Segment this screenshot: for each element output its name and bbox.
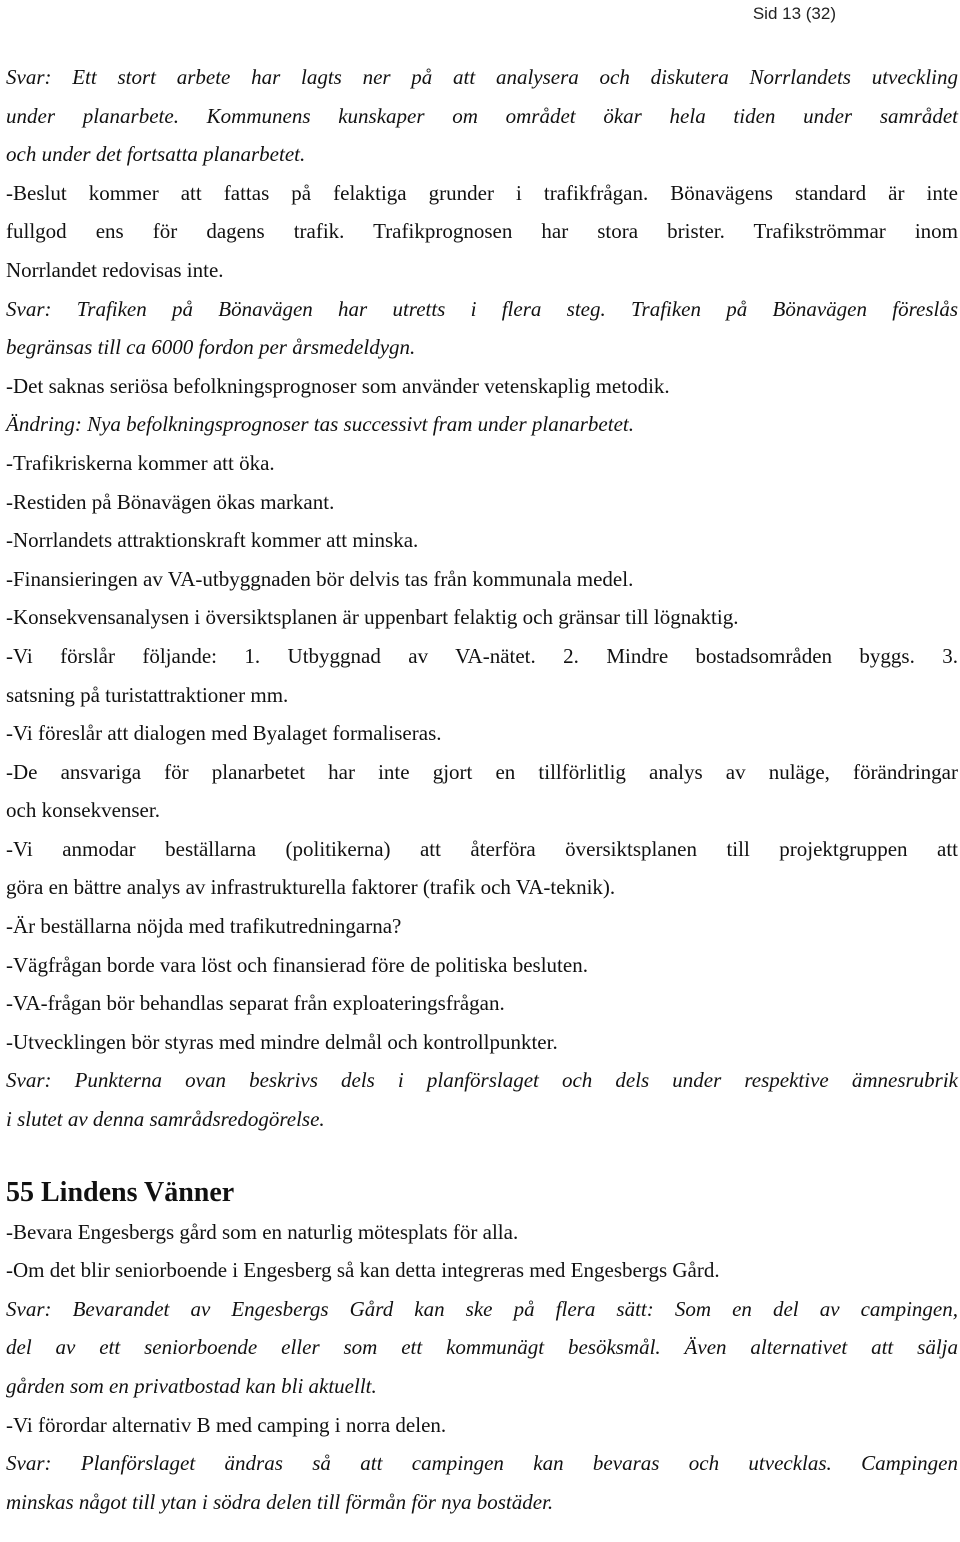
- comment-text-line: -Vi föreslår att dialogen med Byalaget formaliseras.: [6, 721, 442, 746]
- comments-section: [6, 58, 958, 1139]
- comment-text-line: -Restiden på Bönavägen ökas markant.: [6, 489, 335, 514]
- comment-text-line: -De ansvariga för planarbetet har inte gjort en tillförlitlig analys av nuläge, förändringar: [6, 759, 958, 784]
- comment-text-line: -Norrlandets attraktionskraft kommer att minska.: [6, 528, 419, 553]
- comment-text-line: -Vägfrågan borde vara löst och finansierad före de politiska besluten.: [6, 952, 588, 977]
- comment-text-line: -Finansieringen av VA-utbyggnaden bör delvis tas från kommunala medel.: [6, 566, 634, 591]
- comment-text-line: -Vi anmodar beställarna (politikerna) att återföra översiktsplanen till projektgruppen att: [6, 836, 958, 861]
- comment-text-line: -Vi förslår följande: 1. Utbyggnad av VA-nätet. 2. Mindre bostadsområden byggs. 3.: [6, 643, 958, 668]
- comment-text-line: -VA-frågan bör behandlas separat från exploateringsfrågan.: [6, 991, 505, 1016]
- response-text-line: begränsas till ca 6000 fordon per årsmedeldygn.: [6, 335, 416, 360]
- section-heading: 55 Lindens Vänner: [6, 1176, 235, 1208]
- response-text-line: Svar: Ett stort arbete har lagts ner på att analysera och diskutera Norrlandets utveckling: [6, 65, 958, 89]
- response-text-line: Svar: Bevarandet av Engesbergs Gård kan ske på flera sätt: Som en del av campingen,: [6, 1296, 958, 1321]
- comment-text-line: -Är beställarna nöjda med trafikutredningarna?: [6, 914, 402, 939]
- response-text-line: Svar: Trafiken på Bönavägen har utretts i flera steg. Trafiken på Bönavägen föreslås: [6, 296, 958, 321]
- lindens-vanner-section: [6, 1213, 958, 1522]
- comment-text-line: -Trafikriskerna kommer att öka.: [6, 450, 275, 475]
- response-text-line: gården som en privatbostad kan bli aktuellt.: [6, 1374, 377, 1398]
- comment-text-line: -Vi förordar alternativ B med camping i norra delen.: [6, 1412, 447, 1437]
- comment-text-line: satsning på turistattraktioner mm.: [6, 682, 289, 707]
- response-text-line: minskas något till ytan i södra delen till förmån för nya bostäder.: [6, 1489, 554, 1514]
- response-text-line: och under det fortsatta planarbetet.: [6, 142, 306, 167]
- page-number: Sid 13 (32): [752, 4, 836, 23]
- comment-text-line: -Det saknas seriösa befolkningsprognoser som använder vetenskaplig metodik.: [6, 373, 670, 398]
- document-body: [6, 58, 958, 1521]
- comment-text-line: Norrlandet redovisas inte.: [6, 257, 224, 282]
- response-text-line: i slutet av denna samrådsredogörelse.: [6, 1107, 325, 1132]
- comment-text-line: -Bevara Engesbergs gård som en naturlig mötesplats för alla.: [6, 1219, 519, 1244]
- response-text-line: del av ett seniorboende eller som ett kommunägt besöksmål. Även alternativet att sälja: [6, 1335, 958, 1360]
- comment-text-line: -Utvecklingen bör styras med mindre delmål och kontrollpunkter.: [6, 1029, 558, 1054]
- response-text-line: Svar: Planförslaget ändras så att campingen kan bevaras och utvecklas. Campingen: [6, 1451, 958, 1476]
- response-text-line: under planarbete. Kommunens kunskaper om området ökar hela tiden under samrådet: [6, 103, 958, 128]
- comment-text-line: och konsekvenser.: [6, 798, 160, 823]
- comment-text-line: -Beslut kommer att fattas på felaktiga grunder i trafikfrågan. Bönavägens standard är inte: [6, 180, 958, 205]
- response-text-line: Ändring: Nya befolkningsprognoser tas successivt fram under planarbetet.: [6, 412, 634, 437]
- comment-text-line: -Konsekvensanalysen i översiktsplanen är uppenbart felaktig och gränsar till lögnaktig.: [6, 605, 739, 630]
- response-text-line: Svar: Punkterna ovan beskrivs dels i planförslaget och dels under respektive ämnesrubrik: [6, 1068, 958, 1093]
- comment-text-line: göra en bättre analys av infrastrukturella faktorer (trafik och VA-teknik).: [6, 875, 616, 900]
- comment-text-line: fullgod ens för dagens trafik. Trafikprognosen har stora brister. Trafikströmmar inom: [6, 219, 958, 244]
- comment-text-line: -Om det blir seniorboende i Engesberg så kan detta integreras med Engesbergs Gård.: [6, 1258, 720, 1283]
